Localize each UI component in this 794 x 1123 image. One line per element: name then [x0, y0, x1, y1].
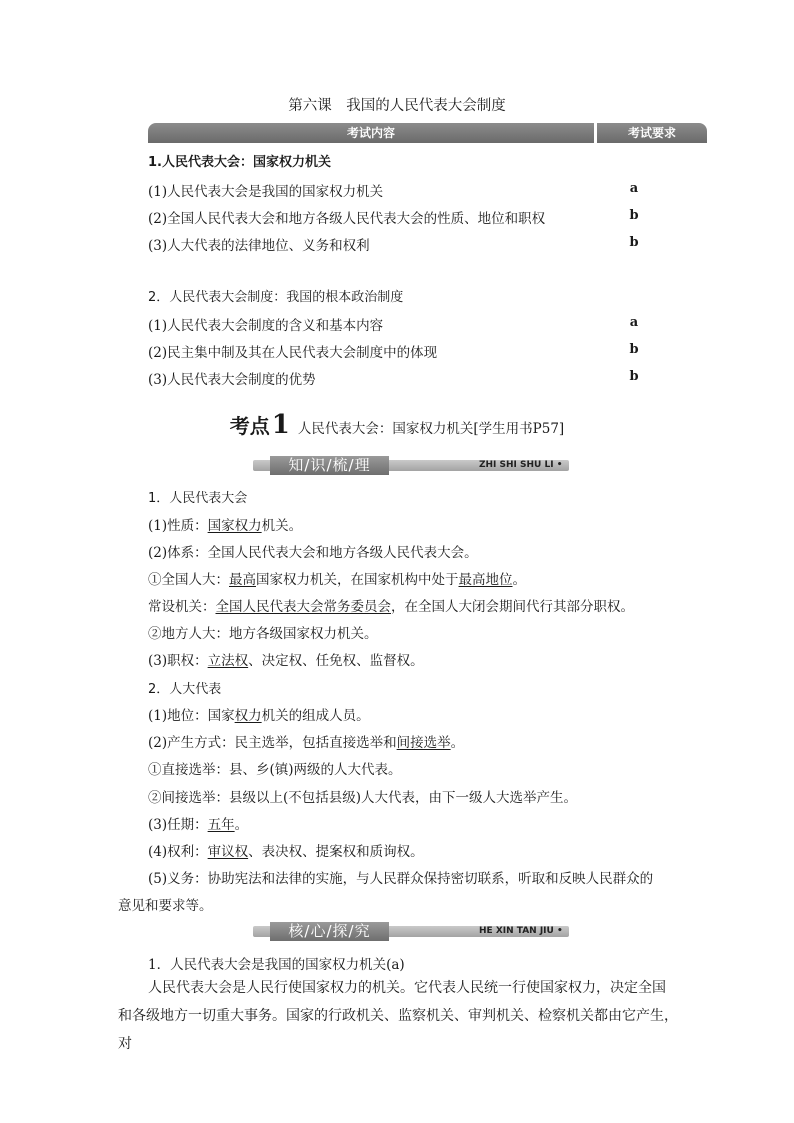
knowledge-heading-1: 1．人民代表大会 — [148, 491, 248, 506]
section1-heading: 1.人民代表大会：国家权力机关 — [148, 155, 331, 170]
knowledge-line: ②间接选举：县级以上(不包括县级)人大代表，由下一级人大选举产生。 — [148, 790, 578, 806]
knowledge-line: (3)职权：立法权、决定权、任免权、监督权。 — [148, 653, 424, 669]
blank-answer: 立法权 — [207, 653, 249, 669]
knowledge-line: ①直接选举：县、乡(镇)两级的人大代表。 — [148, 762, 402, 778]
requirement-level: a — [629, 315, 639, 330]
blank-answer: 全国人民代表大会常务委员会 — [215, 599, 391, 615]
table-header-requirement: 考试要求 — [597, 123, 707, 143]
requirement-level: b — [629, 369, 639, 384]
knowledge-line: (2)产生方式：民主选举，包括直接选举和间接选举。 — [148, 735, 465, 751]
knowledge-line: (1)地位：国家权力机关的组成人员。 — [148, 708, 370, 724]
knowledge-line: (4)权利：审议权、表决权、提案权和质询权。 — [148, 844, 424, 860]
knowledge-line: ②地方人大：地方各级国家权力机关。 — [148, 626, 378, 642]
blank-answer: 最高地位 — [458, 572, 513, 588]
banner-label: 核/心/探/究 — [270, 922, 389, 941]
table-row: (2)全国人民代表大会和地方各级人民代表大会的性质、地位和职权 — [148, 211, 546, 227]
table-row: (2)民主集中制及其在人民代表大会制度中的体现 — [148, 345, 438, 361]
core-heading-1: 1．人民代表大会是我国的国家权力机关(a) — [148, 957, 405, 973]
blank-answer: 间接选举 — [396, 735, 451, 751]
knowledge-line: 常设机关：全国人民代表大会常务委员会，在全国人大闭会期间代行其部分职权。 — [148, 599, 634, 615]
requirement-level: b — [629, 342, 639, 357]
table-row: (3)人大代表的法律地位、义务和权利 — [148, 238, 370, 254]
requirement-level: b — [629, 208, 639, 223]
requirement-level: b — [629, 235, 639, 250]
knowledge-heading-2: 2．人大代表 — [148, 682, 222, 697]
kaodian-title: 人民代表大会：国家权力机关[学生用书P57] — [297, 421, 565, 437]
knowledge-line: (1)性质：国家权力机关。 — [148, 518, 303, 534]
knowledge-line: ①全国人大：最高国家权力机关，在国家机构中处于最高地位。 — [148, 572, 526, 588]
table-row: (3)人民代表大会制度的优势 — [148, 372, 316, 388]
core-paragraph: 人民代表大会是人民行使国家权力的机关。它代表人民统一行使国家权力，决定全国和各级地方一切重大事务。国家的行政机关、监察机关、审判机关、检察机关都由它产生，对 — [118, 980, 678, 1052]
blank-answer: 国家权力 — [207, 518, 262, 534]
section2-heading: 2．人民代表大会制度：我国的根本政治制度 — [148, 290, 404, 305]
kaodian-label: 考点 — [229, 414, 270, 438]
blank-answer: 最高 — [229, 572, 256, 588]
section-banner-zhishishuli — [253, 456, 569, 475]
knowledge-line: (5)义务：协助宪法和法律的实施，与人民群众保持密切联系，听取和反映人民群众的 — [148, 871, 654, 887]
banner-label: 知/识/梳/理 — [270, 456, 389, 475]
kaodian-heading — [0, 410, 794, 440]
knowledge-line: (3)任期：五年。 — [148, 817, 249, 833]
lesson-title: 第六课 我国的人民代表大会制度 — [288, 98, 506, 114]
knowledge-line: (2)体系：全国人民代表大会和地方各级人民代表大会。 — [148, 545, 478, 561]
table-row: (1)人民代表大会制度的含义和基本内容 — [148, 318, 384, 334]
table-row: (1)人民代表大会是我国的国家权力机关 — [148, 184, 384, 200]
requirement-level: a — [629, 181, 639, 196]
table-header-content: 考试内容 — [148, 123, 594, 143]
banner-pinyin: HE XIN TAN JIU • — [479, 926, 563, 936]
kaodian-number: 1 — [271, 410, 290, 440]
banner-pinyin: ZHI SHI SHU LI • — [479, 460, 563, 470]
blank-answer: 权力 — [234, 708, 262, 724]
section-banner-hexintanjiu — [253, 922, 569, 941]
blank-answer: 五年 — [207, 817, 235, 833]
blank-answer: 审议权 — [207, 844, 249, 860]
knowledge-line: 意见和要求等。 — [118, 898, 213, 914]
